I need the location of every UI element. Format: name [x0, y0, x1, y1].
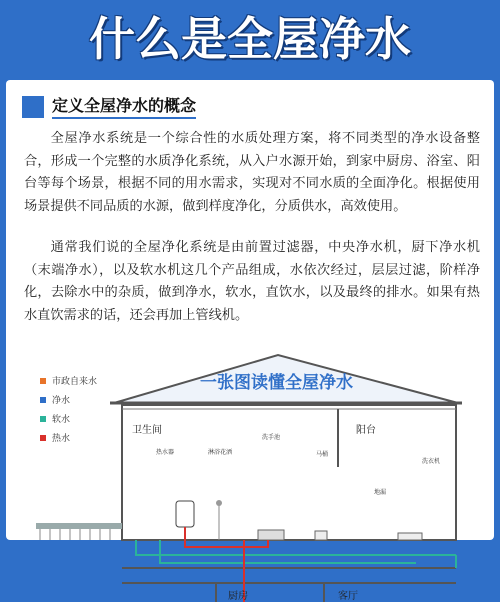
fixture-label-toilet: 马桶 [316, 451, 329, 458]
legend-label: 市政自来水 [52, 377, 98, 387]
legend-swatch-city [40, 378, 46, 384]
legend-swatch-soft [40, 416, 46, 422]
section-header [22, 96, 196, 118]
paragraph-2 [24, 237, 480, 327]
soft-water-pipe-2 [160, 540, 416, 563]
content-card [6, 80, 494, 602]
house-water-diagram [6, 355, 494, 602]
room-label-living: 客厅 [338, 591, 358, 602]
fixture-label-basin: 洗手池 [262, 434, 281, 441]
page-title: 什么是全屋净水 [89, 12, 411, 66]
legend-swatch-hot [40, 435, 46, 441]
page-title-banner [0, 6, 500, 72]
water-heater-shape [176, 501, 194, 527]
legend-label: 热水 [52, 434, 71, 444]
balcony-rail-top [36, 523, 122, 529]
legend-item [40, 409, 97, 428]
legend-item [40, 371, 97, 390]
room-label-kitchen: 厨房 [228, 591, 248, 602]
legend-label: 软水 [52, 415, 71, 425]
legend [40, 371, 97, 447]
diagram-heading: 一张图读懂全屋净水 [200, 373, 353, 393]
section-title: 定义全屋净水的概念 [52, 96, 196, 119]
section-marker-square [22, 96, 44, 118]
room-label-balcony: 阳台 [356, 425, 376, 436]
paragraph-2-text: 通常我们说的全屋净化系统是由前置过滤器，中央净水机，厨下净水机（末端净水），以及软水机这几个产品组成，水依次经过，层层过滤，阶样净化，去除水中的杂质，做到净水，软水，直饮水，以及最终的排水。如果有热水直饮需求的话，还会再加上管线机。 [24, 240, 480, 323]
fixture-label-heater: 热水器 [156, 449, 175, 456]
fixture-label-washer: 洗衣机 [422, 458, 441, 465]
legend-label: 净水 [52, 396, 71, 406]
washer-shape [398, 533, 422, 540]
room-label-bathroom: 卫生间 [132, 425, 162, 436]
legend-item [40, 428, 97, 447]
shower-head [216, 500, 222, 506]
balcony-rail-bars [40, 529, 110, 540]
fixture-label-shower: 淋浴花洒 [208, 449, 233, 456]
toilet-shape [315, 531, 327, 540]
fixture-label-drain: 地漏 [374, 489, 387, 496]
paragraph-1 [24, 128, 480, 218]
basin-shape [258, 530, 284, 540]
paragraph-1-text: 全屋净水系统是一个综合性的水质处理方案，将不同类型的净水设备整合，形成一个完整的水质净化系统，从入户水源开始，到家中厨房、浴室、阳台等每个场景，根据不同的用水需求，实现对不同水质的全面净化。根据使用场景提供不同品质的水源，做到样度净化，分质供水，高效使用。 [24, 131, 480, 214]
house-wall [122, 405, 456, 540]
legend-item [40, 390, 97, 409]
legend-swatch-pure [40, 397, 46, 403]
